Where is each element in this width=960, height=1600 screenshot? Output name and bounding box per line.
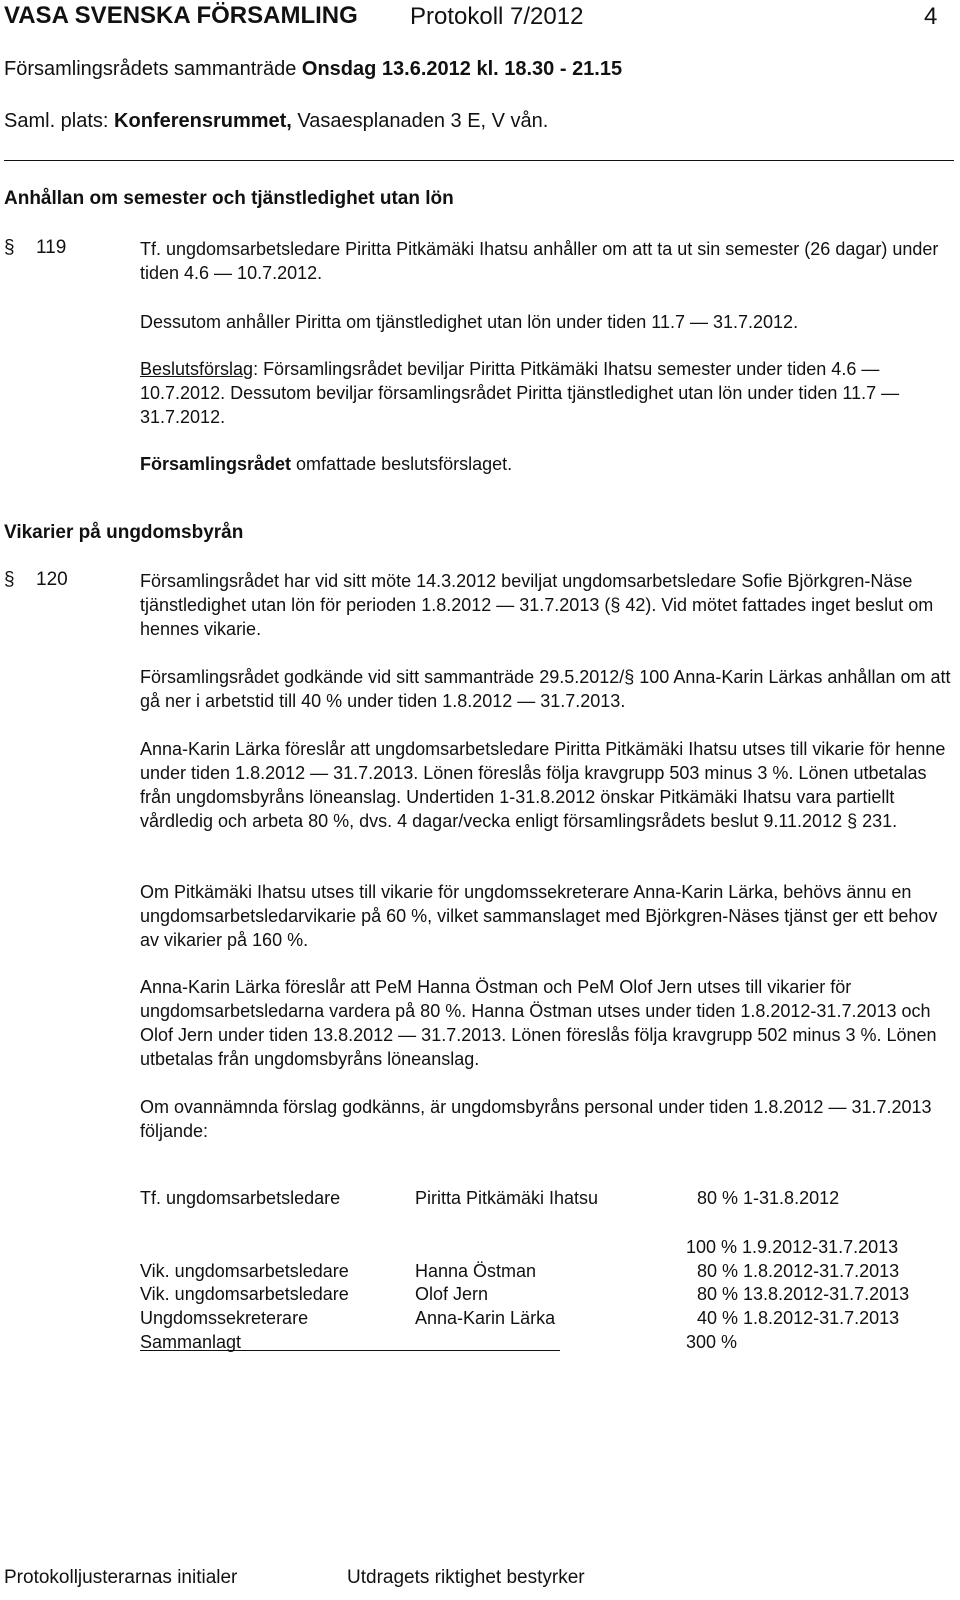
paragraph-number: 119 <box>36 237 67 258</box>
meeting-line <box>4 58 622 81</box>
place-room: Konferensrummet, <box>114 110 292 132</box>
paragraph-text: Församlingsrådet har vid sitt möte 14.3.2012 beviljat ungdomsarbetsledare Sofie Björkgren-Näse tjänstledighet utan lön för perioden 1.8.2012 — 31.7.2013 (§ 42). Vid mötet fattades inget beslut om hennes vikarie. <box>140 571 934 639</box>
header-divider <box>4 160 954 161</box>
table-total-label: Sammanlagt <box>140 1332 242 1352</box>
paragraph-text: Församlingsrådet godkände vid sitt sammanträde 29.5.2012/§ 100 Anna-Karin Lärkas anhållan om att gå ner i arbetstid till 40 % under tiden 1.8.2012 — 31.7.2013. <box>140 667 951 711</box>
table-cell-name: Anna-Karin Lärka <box>415 1308 556 1328</box>
section-heading-119: Anhållan om semester och tjänstledighet utan lön <box>4 188 454 209</box>
table-cell-title: Tf. ungdomsarbetsledare <box>140 1188 341 1208</box>
page-number: 4 <box>924 3 938 30</box>
place-label: Saml. plats: <box>4 110 109 132</box>
proposal-label: Beslutsförslag <box>140 359 254 379</box>
paragraph-text: Tf. ungdomsarbetsledare Piritta Pitkämäki Ihatsu anhåller om att ta ut sin semester (26 dagar) under tiden 4.6 — 10.7.2012. <box>140 239 939 283</box>
table-cell-title: Vik. ungdomsarbetsledare <box>140 1284 349 1304</box>
paragraph-text: Om Pitkämäki Ihatsu utses till vikarie för ungdomssekreterare Anna-Karin Lärka, behövs ännu en ungdomsarbetsledarvikarie på 60 %, vilket sammanslaget med Björkgren-Näses tjänst ger ett behov av vikarier på 160 %. <box>140 882 938 950</box>
paragraph-text: Anna-Karin Lärka föreslår att PeM Hanna Östman och PeM Olof Jern utses till vikarier för ungdomsarbetsledarna vardera på 80 %. Hanna Östman utses under tiden 1.8.2012-31.7.2013 och Olof Jern under tiden 13.8.2012 — 31.7.2013. Lönen föreslås följa kravgrupp 502 minus 3 %. Lönen utbetalas från ungdomsbyråns löneanslag. <box>140 977 937 1069</box>
paragraph-number: 120 <box>36 569 68 590</box>
decision-proposal <box>140 357 956 429</box>
table-cell-percent: 100 % 1.9.2012-31.7.2013 <box>686 1237 899 1257</box>
decision-subject: Församlingsrådet <box>140 454 292 474</box>
table-cell-percent: 80 % 1-31.8.2012 <box>697 1188 840 1208</box>
proposal-text: : Församlingsrådet beviljar Piritta Pitkämäki Ihatsu semester under tiden 4.6 — 10.7.2012. Dessutom beviljar församlingsrådet Piritta tjänstledighet utan lön under tiden 11.7 — 31.7.2012. <box>140 359 900 427</box>
table-cell-title: Ungdomssekreterare <box>140 1308 309 1328</box>
table-cell-name: Hanna Östman <box>415 1261 537 1281</box>
document-title: VASA SVENSKA FÖRSAMLING <box>4 2 358 29</box>
decision-text: omfattade beslutsförslaget. <box>291 454 513 474</box>
place-address: Vasaesplanaden 3 E, V vån. <box>297 110 549 132</box>
footer-initials-label: Protokolljusterarnas initialer <box>4 1567 238 1588</box>
table-cell-title: Vik. ungdomsarbetsledare <box>140 1261 349 1281</box>
paragraph-mark: § <box>4 237 15 258</box>
section-heading-120: Vikarier på ungdomsbyrån <box>4 522 244 543</box>
table-cell-percent: 80 % 1.8.2012-31.7.2013 <box>697 1261 900 1281</box>
paragraph-text: Anna-Karin Lärka föreslår att ungdomsarbetsledare Piritta Pitkämäki Ihatsu utses till vikarie för henne under tiden 1.8.2012 — 31.7.2013. Lönen föreslås följa kravgrupp 503 minus 3 %. Lönen utbetalas från ungdomsbyråns löneanslag. Undertiden 1-31.8.2012 önskar Pitkämäki Ihatsu vara partiellt vårdledig och arbeta 80 %, dvs. 4 dagar/vecka enligt församlingsrådets beslut 9.11.2012 § 231. <box>140 739 946 831</box>
paragraph-mark: § <box>4 569 15 590</box>
paragraph-text: Dessutom anhåller Piritta om tjänstledighet utan lön under tiden 11.7 — 31.7.2012. <box>140 312 799 332</box>
meeting-label: Församlingsrådets sammanträde <box>4 58 297 80</box>
protocol-number: Protokoll 7/2012 <box>410 3 584 30</box>
paragraph-text: Om ovannämnda förslag godkänns, är ungdomsbyråns personal under tiden 1.8.2012 — 31.7.2013 följande: <box>140 1097 932 1141</box>
table-cell-name: Olof Jern <box>415 1284 489 1304</box>
decision <box>140 452 956 476</box>
footer-certification-label: Utdragets riktighet bestyrker <box>347 1567 585 1588</box>
table-cell-name: Piritta Pitkämäki Ihatsu <box>415 1188 599 1208</box>
meeting-date: Onsdag 13.6.2012 kl. 18.30 - 21.15 <box>301 58 623 80</box>
table-total-value: 300 % <box>686 1332 738 1352</box>
place-line <box>4 110 548 133</box>
table-cell-percent: 40 % 1.8.2012-31.7.2013 <box>697 1308 900 1328</box>
table-cell-percent: 80 % 13.8.2012-31.7.2013 <box>697 1284 910 1304</box>
